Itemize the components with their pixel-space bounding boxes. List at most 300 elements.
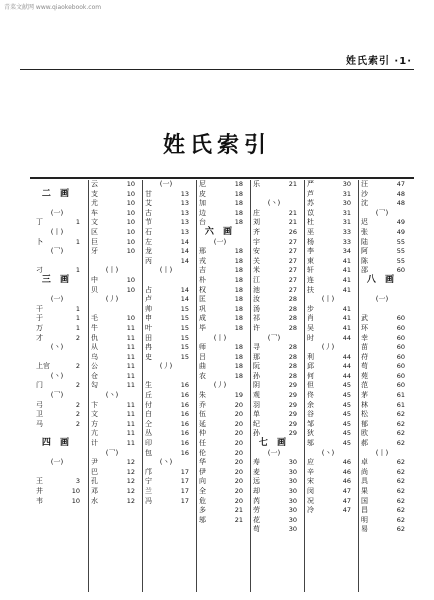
index-entry bbox=[143, 468, 189, 478]
surname: 石 bbox=[145, 227, 152, 236]
page-number: 10 bbox=[126, 208, 135, 217]
index-entry bbox=[197, 324, 243, 334]
surname: 汝 bbox=[253, 295, 260, 304]
stroke-count-heading: 二 画 bbox=[41, 188, 73, 199]
page-number: 20 bbox=[234, 496, 243, 505]
index-entry bbox=[305, 429, 351, 439]
surname: 束 bbox=[307, 256, 314, 265]
index-entry bbox=[305, 497, 351, 507]
page-number: 18 bbox=[234, 180, 243, 188]
page-number: 10 bbox=[71, 496, 80, 505]
index-entry bbox=[197, 468, 243, 478]
surname: 张 bbox=[361, 227, 368, 236]
index-entry bbox=[143, 439, 189, 449]
index-entry bbox=[251, 324, 297, 334]
surname: 孙 bbox=[253, 429, 260, 438]
index-entry bbox=[197, 497, 243, 507]
index-entry bbox=[197, 458, 243, 468]
surname: 兰 bbox=[145, 487, 152, 495]
surname: 邓 bbox=[91, 487, 98, 495]
surname: 况 bbox=[307, 496, 314, 505]
index-entry bbox=[143, 238, 189, 248]
index-entry bbox=[359, 439, 405, 449]
index-entry bbox=[251, 305, 297, 315]
page-number: 30 bbox=[288, 467, 297, 476]
page-number: 16 bbox=[180, 391, 189, 400]
index-entry bbox=[197, 180, 243, 190]
page-number: 20 bbox=[234, 477, 243, 486]
index-entry bbox=[359, 362, 405, 372]
index-entry bbox=[305, 305, 351, 315]
page-number: 62 bbox=[396, 477, 405, 486]
stroke-type-subheading: (丶) bbox=[267, 199, 281, 208]
page-number: 60 bbox=[396, 371, 405, 380]
surname: 计 bbox=[91, 439, 98, 448]
stroke-type-subheading: (丨) bbox=[213, 333, 227, 342]
page-number: 11 bbox=[126, 333, 135, 342]
page-number: 10 bbox=[126, 227, 135, 236]
index-entry bbox=[251, 353, 297, 363]
surname: 幸 bbox=[361, 333, 368, 342]
index-entry bbox=[89, 353, 135, 363]
index-entry bbox=[34, 314, 80, 324]
blank-line bbox=[143, 276, 189, 286]
surname: 皮 bbox=[199, 189, 206, 198]
surname: 帅 bbox=[145, 304, 152, 313]
index-column bbox=[196, 180, 243, 592]
index-entry bbox=[197, 410, 243, 420]
page-number: 28 bbox=[288, 323, 297, 332]
surname: 危 bbox=[199, 496, 206, 505]
surname: 艾 bbox=[145, 199, 152, 208]
page-number: 45 bbox=[342, 419, 351, 428]
surname: 付 bbox=[145, 400, 152, 409]
surname: 龙 bbox=[145, 247, 152, 256]
page-number: 11 bbox=[126, 400, 135, 409]
page-number: 45 bbox=[342, 410, 351, 419]
index-entry bbox=[359, 247, 405, 257]
surname: 扶 bbox=[307, 285, 314, 294]
page-number: 27 bbox=[288, 266, 297, 275]
page-number: 20 bbox=[234, 467, 243, 476]
surname: 卓 bbox=[361, 458, 368, 467]
index-entry bbox=[359, 506, 405, 516]
page-number: 10 bbox=[126, 314, 135, 323]
surname: 阴 bbox=[253, 381, 260, 390]
surname: 占 bbox=[145, 285, 152, 294]
page-number: 29 bbox=[288, 391, 297, 400]
page-number: 1 bbox=[75, 304, 80, 313]
page-number: 21 bbox=[234, 506, 243, 515]
surname: 狄 bbox=[307, 429, 314, 438]
surname: 却 bbox=[253, 487, 260, 495]
surname: 邬 bbox=[307, 439, 314, 448]
surname: 尤 bbox=[91, 199, 98, 208]
surname: 边 bbox=[199, 208, 206, 217]
page-number: 16 bbox=[180, 400, 189, 409]
surname: 欧 bbox=[361, 429, 368, 438]
page-number: 17 bbox=[180, 477, 189, 486]
surname: 时 bbox=[307, 333, 314, 342]
page-number: 28 bbox=[288, 343, 297, 352]
surname: 杜 bbox=[307, 218, 314, 227]
index-entry bbox=[89, 439, 135, 449]
index-entry bbox=[359, 497, 405, 507]
header-rule bbox=[20, 69, 414, 70]
surname: 迟 bbox=[361, 218, 368, 227]
surname: 勾 bbox=[91, 381, 98, 390]
page-number: 1 bbox=[75, 314, 80, 323]
surname: 王 bbox=[36, 477, 43, 486]
index-entry bbox=[305, 324, 351, 334]
surname: 郁 bbox=[361, 419, 368, 428]
surname: 苗 bbox=[361, 343, 368, 352]
surname: 宇 bbox=[253, 237, 260, 246]
index-entry bbox=[305, 314, 351, 324]
index-entry bbox=[197, 286, 243, 296]
surname: 果 bbox=[361, 487, 368, 495]
page-number: 27 bbox=[288, 275, 297, 284]
index-entry bbox=[197, 439, 243, 449]
page-number: 29 bbox=[288, 381, 297, 390]
surname: 宁 bbox=[145, 477, 152, 486]
stroke-type-subheading: (丿) bbox=[159, 362, 173, 371]
surname: 马 bbox=[36, 419, 43, 428]
surname: 苑 bbox=[361, 371, 368, 380]
index-entry bbox=[251, 228, 297, 238]
index-entry bbox=[305, 468, 351, 478]
stroke-type-subheading: (丶) bbox=[159, 458, 173, 467]
stroke-type-subheading: (乛) bbox=[267, 333, 281, 342]
index-entry bbox=[305, 410, 351, 420]
index-entry bbox=[359, 324, 405, 334]
blank-line bbox=[34, 449, 80, 459]
index-entry bbox=[143, 497, 189, 507]
surname: 水 bbox=[91, 496, 98, 505]
page-number: 1 bbox=[75, 218, 80, 227]
index-entry bbox=[251, 257, 297, 267]
surname: 巨 bbox=[91, 237, 98, 246]
index-entry bbox=[359, 218, 405, 228]
index-entry bbox=[305, 276, 351, 286]
page-number: 2 bbox=[75, 381, 80, 390]
page-number: 11 bbox=[126, 439, 135, 448]
index-entry bbox=[305, 180, 351, 190]
surname: 郝 bbox=[361, 439, 368, 448]
page-number: 49 bbox=[396, 227, 405, 236]
page-number: 18 bbox=[234, 314, 243, 323]
page-number: 30 bbox=[288, 525, 297, 534]
page-number: 28 bbox=[288, 314, 297, 323]
page-number: 3 bbox=[75, 477, 80, 486]
page-number: 16 bbox=[180, 439, 189, 448]
index-entry bbox=[305, 257, 351, 267]
index-entry bbox=[34, 477, 80, 487]
page-number: 30 bbox=[288, 506, 297, 515]
page-number: 11 bbox=[126, 410, 135, 419]
surname: 苟 bbox=[361, 362, 368, 371]
surname: 申 bbox=[145, 314, 152, 323]
index-entry bbox=[305, 247, 351, 257]
page-number: 13 bbox=[180, 227, 189, 236]
surname: 谷 bbox=[307, 410, 314, 419]
surname: 从 bbox=[91, 343, 98, 352]
page-number: 31 bbox=[342, 208, 351, 217]
index-entry bbox=[305, 209, 351, 219]
surname: 劳 bbox=[253, 506, 260, 515]
blank-line bbox=[34, 353, 80, 363]
stroke-type-subheading: (一) bbox=[375, 295, 389, 304]
index-entry bbox=[305, 401, 351, 411]
blank-line bbox=[34, 286, 80, 296]
index-entry bbox=[89, 334, 135, 344]
page-number: 33 bbox=[342, 237, 351, 246]
page-number: 44 bbox=[342, 352, 351, 361]
page-number: 12 bbox=[126, 458, 135, 467]
page-number: 30 bbox=[288, 458, 297, 467]
page-number: 55 bbox=[396, 237, 405, 246]
surname: 包 bbox=[145, 448, 152, 457]
page-number: 62 bbox=[396, 525, 405, 534]
stroke-type-subheading: (丨) bbox=[105, 266, 119, 275]
index-entry bbox=[359, 334, 405, 344]
index-entry bbox=[89, 381, 135, 391]
stroke-count-heading: 四 画 bbox=[41, 438, 73, 449]
surname: 匡 bbox=[199, 295, 206, 304]
surname: 弓 bbox=[36, 400, 43, 409]
stroke-type-subheading: (丿) bbox=[105, 295, 119, 304]
index-entry bbox=[251, 381, 297, 391]
surname: 吕 bbox=[199, 352, 206, 361]
surname: 阿 bbox=[361, 247, 368, 256]
running-header: 姓氏索引 ·1· bbox=[345, 56, 412, 67]
blank-line bbox=[34, 468, 80, 478]
index-entry bbox=[197, 343, 243, 353]
surname: 观 bbox=[253, 391, 260, 400]
index-entry bbox=[143, 257, 189, 267]
surname: 纪 bbox=[253, 419, 260, 428]
index-column bbox=[250, 180, 297, 592]
page-number: 34 bbox=[342, 247, 351, 256]
page-number: 46 bbox=[342, 467, 351, 476]
page-number: 13 bbox=[180, 189, 189, 198]
index-entry bbox=[305, 228, 351, 238]
surname: 邱 bbox=[307, 362, 314, 371]
surname: 陈 bbox=[361, 256, 368, 265]
surname: 甘 bbox=[145, 189, 152, 198]
surname: 祁 bbox=[253, 314, 260, 323]
page-number: 12 bbox=[126, 487, 135, 495]
index-entry bbox=[251, 458, 297, 468]
stroke-type-subheading: (一) bbox=[213, 237, 227, 246]
page-number: 28 bbox=[288, 295, 297, 304]
index-entry bbox=[143, 410, 189, 420]
index-entry bbox=[143, 487, 189, 497]
index-entry bbox=[197, 257, 243, 267]
surname: 戎 bbox=[199, 256, 206, 265]
index-entry bbox=[251, 343, 297, 353]
index-entry bbox=[359, 257, 405, 267]
page-number: 62 bbox=[396, 458, 405, 467]
page-number: 60 bbox=[396, 314, 405, 323]
page-number: 18 bbox=[234, 256, 243, 265]
surname: 亢 bbox=[91, 429, 98, 438]
page-number: 29 bbox=[288, 410, 297, 419]
index-entry bbox=[197, 449, 243, 459]
index-entry bbox=[251, 286, 297, 296]
stroke-type-subheading: (一) bbox=[267, 448, 281, 457]
surname: 叶 bbox=[145, 323, 152, 332]
index-entry bbox=[251, 276, 297, 286]
surname: 羽 bbox=[253, 400, 260, 409]
index-entry bbox=[89, 247, 135, 257]
blank-line bbox=[34, 257, 80, 267]
surname: 伦 bbox=[199, 448, 206, 457]
page-title: 姓氏索引 bbox=[162, 133, 271, 158]
page-number: 1 bbox=[75, 266, 80, 275]
page-number: 17 bbox=[180, 496, 189, 505]
surname: 农 bbox=[199, 371, 206, 380]
surname: 范 bbox=[361, 381, 368, 390]
surname: 乐 bbox=[253, 180, 260, 188]
surname: 毛 bbox=[91, 314, 98, 323]
surname: 松 bbox=[361, 410, 368, 419]
surname: 芮 bbox=[253, 496, 260, 505]
surname: 卫 bbox=[36, 410, 43, 419]
index-entry bbox=[143, 449, 189, 459]
index-entry bbox=[143, 209, 189, 219]
index-entry bbox=[143, 305, 189, 315]
index-entry bbox=[197, 362, 243, 372]
page-number: 13 bbox=[180, 199, 189, 208]
surname: 应 bbox=[307, 458, 314, 467]
page-number: 15 bbox=[180, 343, 189, 352]
page-number: 44 bbox=[342, 333, 351, 342]
index-entry bbox=[359, 228, 405, 238]
index-columns bbox=[34, 180, 414, 592]
page-number: 41 bbox=[342, 256, 351, 265]
surname: 多 bbox=[199, 506, 206, 515]
stroke-count-heading: 八 画 bbox=[366, 274, 398, 285]
page-number: 11 bbox=[126, 371, 135, 380]
page-number: 49 bbox=[396, 218, 405, 227]
page-number: 60 bbox=[396, 343, 405, 352]
page-number: 62 bbox=[396, 410, 405, 419]
page-number: 16 bbox=[180, 448, 189, 457]
surname: 林 bbox=[361, 400, 368, 409]
page-number: 20 bbox=[234, 400, 243, 409]
page-number: 14 bbox=[180, 237, 189, 246]
index-entry bbox=[34, 497, 80, 507]
index-entry bbox=[34, 305, 80, 315]
index-entry bbox=[251, 362, 297, 372]
surname: 左 bbox=[145, 237, 152, 246]
surname: 宋 bbox=[307, 477, 314, 486]
surname: 利 bbox=[307, 352, 314, 361]
index-entry bbox=[251, 401, 297, 411]
surname: 华 bbox=[199, 458, 206, 467]
surname: 陆 bbox=[361, 237, 368, 246]
page-number: 18 bbox=[234, 208, 243, 217]
index-entry bbox=[197, 420, 243, 430]
index-entry bbox=[251, 468, 297, 478]
index-entry bbox=[359, 458, 405, 468]
surname: 国 bbox=[361, 496, 368, 505]
page-number: 60 bbox=[396, 362, 405, 371]
surname: 加 bbox=[199, 199, 206, 208]
surname: 乌 bbox=[91, 352, 98, 361]
index-entry bbox=[251, 410, 297, 420]
index-column bbox=[88, 180, 135, 592]
surname: 庄 bbox=[253, 208, 260, 217]
index-entry bbox=[359, 391, 405, 401]
surname: 车 bbox=[91, 208, 98, 217]
index-entry bbox=[34, 420, 80, 430]
index-entry bbox=[143, 247, 189, 257]
surname: 汪 bbox=[361, 180, 368, 188]
index-entry bbox=[143, 429, 189, 439]
surname: 方 bbox=[91, 419, 98, 428]
page-number: 62 bbox=[396, 419, 405, 428]
title-rule bbox=[30, 177, 414, 179]
index-entry bbox=[89, 468, 135, 478]
stroke-type-subheading: (乛) bbox=[375, 208, 389, 217]
index-entry bbox=[89, 218, 135, 228]
index-entry bbox=[143, 314, 189, 324]
surname: 汤 bbox=[253, 304, 260, 313]
surname: 佟 bbox=[307, 391, 314, 400]
page-number: 27 bbox=[288, 256, 297, 265]
page-number: 60 bbox=[396, 333, 405, 342]
surname: 远 bbox=[253, 477, 260, 486]
index-entry bbox=[305, 381, 351, 391]
surname: 李 bbox=[307, 247, 314, 256]
surname: 丙 bbox=[145, 256, 152, 265]
page-number: 1 bbox=[75, 237, 80, 246]
stroke-type-subheading: (一) bbox=[50, 458, 64, 467]
page-number: 10 bbox=[71, 487, 80, 495]
index-entry bbox=[89, 343, 135, 353]
blank-line bbox=[359, 305, 405, 315]
surname: 史 bbox=[145, 352, 152, 361]
page-number: 47 bbox=[396, 180, 405, 188]
index-entry bbox=[251, 218, 297, 228]
index-entry bbox=[197, 401, 243, 411]
index-entry bbox=[305, 353, 351, 363]
page-number: 18 bbox=[234, 199, 243, 208]
page-number: 21 bbox=[288, 208, 297, 217]
page-number: 46 bbox=[342, 458, 351, 467]
index-entry bbox=[143, 324, 189, 334]
surname: 江 bbox=[253, 275, 260, 284]
index-entry bbox=[34, 410, 80, 420]
surname: 易 bbox=[361, 525, 368, 534]
surname: 具 bbox=[361, 477, 368, 486]
index-entry bbox=[251, 295, 297, 305]
index-entry bbox=[359, 468, 405, 478]
page-number: 15 bbox=[180, 352, 189, 361]
surname: 苡 bbox=[307, 208, 314, 217]
page-number: 12 bbox=[126, 496, 135, 505]
index-entry bbox=[251, 477, 297, 487]
surname: 关 bbox=[253, 256, 260, 265]
surname: 邵 bbox=[361, 266, 368, 275]
index-entry bbox=[34, 324, 80, 334]
index-entry bbox=[143, 286, 189, 296]
page-number: 18 bbox=[234, 362, 243, 371]
stroke-type-subheading: (丶) bbox=[50, 343, 64, 352]
surname: 丘 bbox=[145, 391, 152, 400]
